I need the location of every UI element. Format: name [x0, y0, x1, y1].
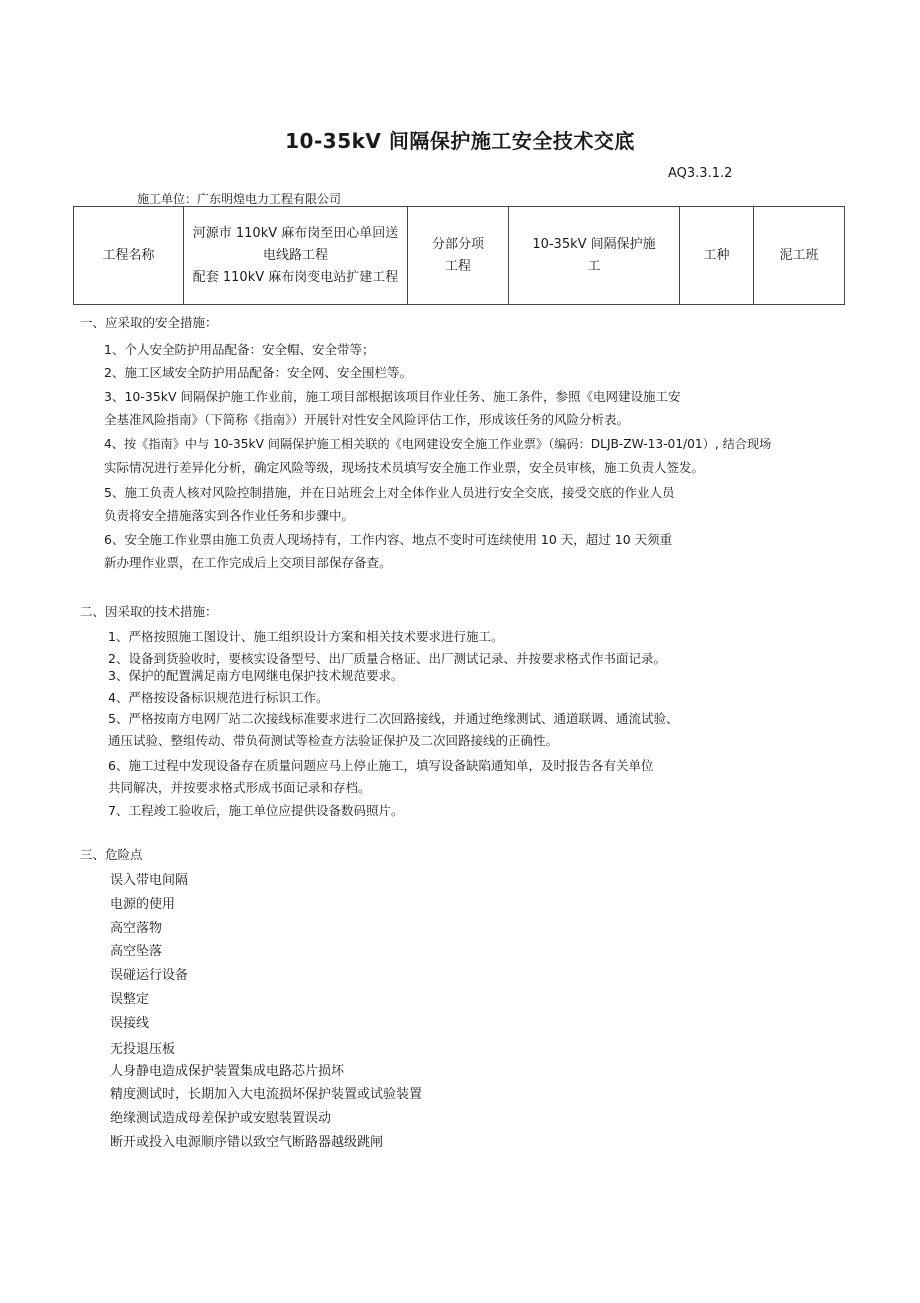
section2-heading: 二、因采取的技术措施： — [80, 604, 218, 619]
project-name-label: 工程名称 — [74, 207, 184, 305]
hazard-item: 误整定 — [110, 992, 150, 1007]
subproject-value-line: 10-35kV 间隔保护施 — [532, 236, 656, 252]
hazard-item: 误碰运行设备 — [110, 968, 189, 983]
project-name-line: 河源市 110kV 麻布岗至田心单回送 — [192, 225, 399, 241]
project-name-value — [184, 207, 408, 305]
document-code: AQ3.3.1.2 — [668, 166, 733, 181]
hazard-item: 误入带电间隔 — [110, 873, 189, 888]
section1-line: 新办理作业票，在工作完成后上交项目部保存备查。 — [104, 555, 392, 570]
section2-line: 6、施工过程中发现设备存在质量问题应马上停止施工，填写设备缺陷通知单，及时报告各有关单位 — [108, 758, 654, 773]
subproject-value-line: 工 — [587, 258, 601, 274]
section1-line: 负责将安全措施落实到各作业任务和步骤中。 — [104, 508, 355, 523]
section1-line: 4、按《指南》中与 10-35kV 间隔保护施工相关联的《电网建设安全施工作业票》（编码：DLJB-ZW-13-01/01）, 结合现场 — [104, 437, 772, 451]
hazard-item: 绝缘测试造成母差保护或安慰装置误动 — [110, 1111, 332, 1126]
section1-line: 1、个人安全防护用品配备：安全帽、安全带等； — [104, 342, 375, 357]
hazard-item: 高空落物 — [110, 921, 163, 936]
trade-label: 工种 — [680, 207, 754, 305]
hazard-item: 误接线 — [110, 1016, 150, 1031]
trade-value: 泥工班 — [754, 207, 845, 305]
section2-line: 2、设备到货验收时，要核实设备型号、出厂质量合格证、出厂测试记录、并按要求格式作书面记录。 — [108, 651, 666, 666]
section3-heading: 三、危险点 — [80, 847, 143, 862]
section1-line: 3、10-35kV 间隔保护施工作业前，施工项目部根据该项目作业任务、施工条件，参照《电网建设施工安 — [104, 389, 681, 404]
subproject-label — [408, 207, 509, 305]
hazard-item: 人身静电造成保护装置集成电路芯片损坏 — [110, 1064, 345, 1079]
hazard-item: 电源的使用 — [110, 897, 176, 912]
section2-line: 4、严格按设备标识规范进行标识工作。 — [108, 690, 329, 705]
hazard-item: 高空坠落 — [110, 944, 163, 959]
section1-line: 全基准风险指南》（下简称《指南》）开展针对性安全风险评估工作，形成该任务的风险分析表。 — [104, 412, 630, 427]
subproject-label-line: 分部分项 — [431, 236, 484, 252]
section1-line: 实际情况进行差异化分析，确定风险等级，现场技术员填写安全施工作业票，安全员审核，施工负责人签发。 — [104, 460, 705, 475]
hazard-item: 无投退压板 — [110, 1042, 176, 1057]
project-info-table — [73, 206, 845, 305]
section2-line: 3、保护的配置满足南方电网继电保护技术规范要求。 — [108, 668, 404, 683]
subproject-value — [509, 207, 680, 305]
hazard-item: 断开或投入电源顺序错以致空气断路器越级跳闸 — [110, 1135, 384, 1150]
section2-line: 1、严格按照施工图设计、施工组织设计方案和相关技术要求进行施工。 — [108, 629, 504, 644]
subproject-label-line: 工程 — [444, 258, 471, 274]
document-title: 10-35kV 间隔保护施工安全技术交底 — [285, 129, 635, 153]
section1-line: 5、施工负责人核对风险控制措施，并在日站班会上对全体作业人员进行安全交底，接受交底的作业人员 — [104, 485, 675, 500]
hazard-item: 精度测试时，长期加入大电流损坏保护装置或试验装置 — [110, 1087, 423, 1102]
project-name-line: 配套 110kV 麻布岗变电站扩建工程 — [192, 269, 399, 285]
project-name-line: 电线路工程 — [262, 247, 328, 263]
construction-unit: 施工单位：广东明煌电力工程有限公司 — [137, 192, 342, 206]
section1-line: 6、安全施工作业票由施工负责人现场持有，工作内容、地点不变时可连续使用 10 天，超过 10 天须重 — [104, 532, 673, 547]
section1-line: 2、施工区域安全防护用品配备：安全网、安全围栏等。 — [104, 365, 412, 380]
section2-line: 共同解决，并按要求格式形成书面记录和存档。 — [108, 780, 371, 795]
section2-line: 通压试验、整组传动、带负荷测试等检查方法验证保护及二次回路接线的正确性。 — [108, 733, 559, 748]
section1-heading: 一、应采取的安全措施： — [80, 315, 218, 330]
section2-line: 7、工程竣工验收后，施工单位应提供设备数码照片。 — [108, 803, 404, 818]
section2-line: 5、严格按南方电网厂站二次接线标准要求进行二次回路接线，并通过绝缘测试、通道联调、通流试验、 — [108, 711, 679, 726]
